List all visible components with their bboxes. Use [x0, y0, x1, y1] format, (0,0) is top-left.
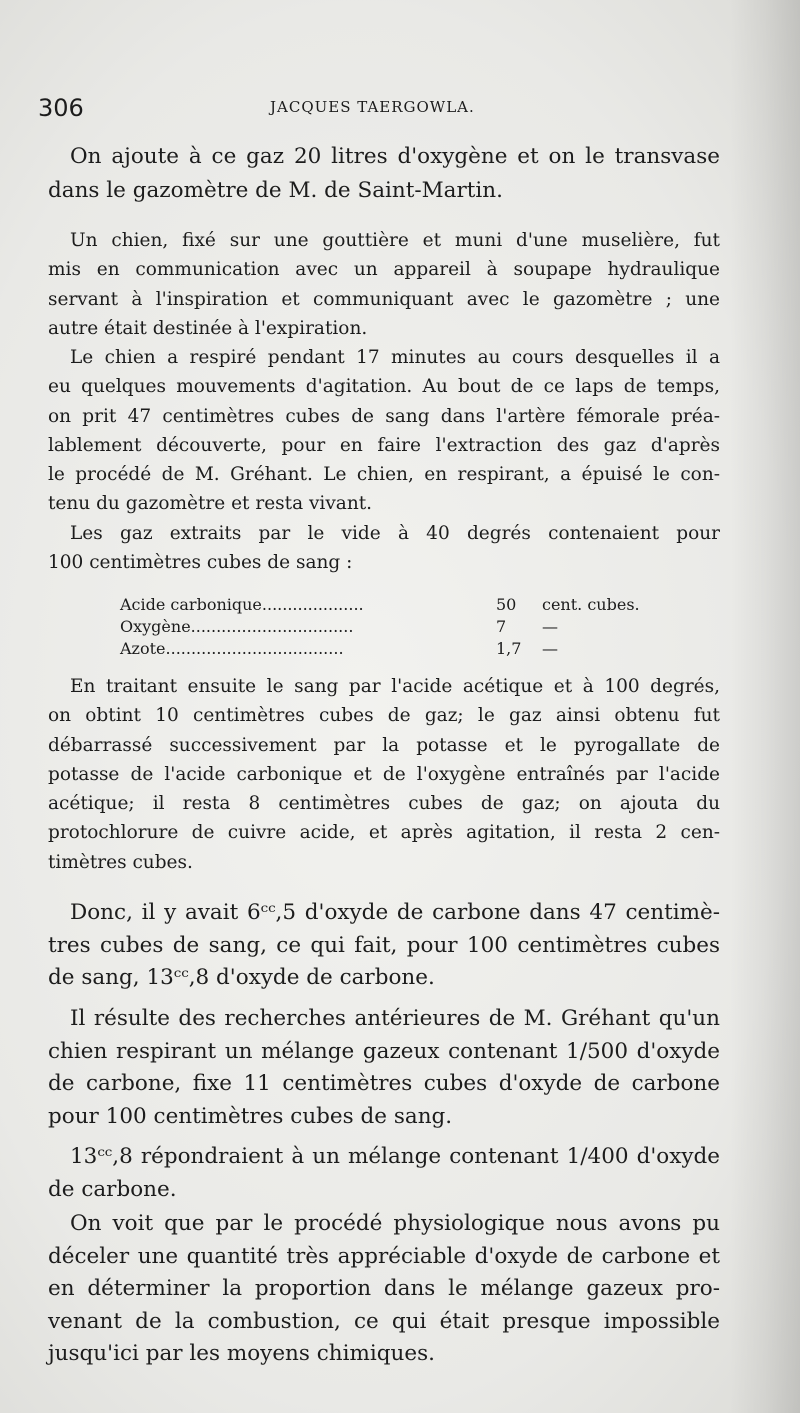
- table-row: [120, 616, 660, 638]
- table-row: [120, 594, 660, 616]
- gas-composition-table: [120, 594, 660, 660]
- text-line: protochlorure de cuivre acide, et après agitation, il resta 2 cen-: [48, 822, 720, 844]
- text-line: On ajoute à ce gaz 20 litres d'oxygène et on le transvase: [70, 144, 720, 169]
- gas-value: 7: [496, 617, 507, 636]
- gas-name: Oxygène................................: [120, 617, 354, 636]
- text-line: tenu du gazomètre et resta vivant.: [48, 493, 373, 515]
- gas-name: Azote...................................: [120, 639, 344, 658]
- text-line: de carbone, fixe 11 centimètres cubes d'oxyde de carbone: [48, 1071, 720, 1096]
- text-line: Donc, il y avait 6ᶜᶜ,5 d'oxyde de carbone dans 47 centimè-: [70, 900, 720, 925]
- paragraph-3: [48, 343, 720, 519]
- gas-value: 50: [496, 595, 517, 614]
- text-line: le procédé de M. Gréhant. Le chien, en respirant, a épuisé le con-: [48, 464, 720, 486]
- paragraph-9: [48, 1208, 720, 1371]
- text-line: servant à l'inspiration et communiquant avec le gazomètre ; une: [48, 288, 720, 310]
- text-line: lablement découverte, pour en faire l'extraction des gaz d'après: [48, 434, 720, 456]
- table-row: [120, 638, 660, 660]
- paragraph-7: [48, 1003, 720, 1133]
- paragraph-1: [48, 140, 720, 208]
- paragraph-5: [48, 672, 720, 877]
- paragraph-4: [48, 519, 720, 578]
- text-line: dans le gazomètre de M. de Saint-Martin.: [48, 178, 503, 203]
- text-line: 13ᶜᶜ,8 répondraient à un mélange contenant 1/400 d'oxyde: [70, 1144, 720, 1169]
- text-line: acétique; il resta 8 centimètres cubes de gaz; on ajouta du: [48, 793, 720, 815]
- text-line: En traitant ensuite le sang par l'acide acétique et à 100 degrés,: [70, 676, 720, 697]
- text-line: timètres cubes.: [48, 851, 193, 873]
- text-line: Les gaz extraits par le vide à 40 degrés contenaient pour: [70, 523, 720, 544]
- gas-value: 1,7: [496, 639, 522, 658]
- text-line: venant de la combustion, ce qui était presque impossible: [48, 1308, 720, 1334]
- text-line: on obtint 10 centimètres cubes de gaz; le gaz ainsi obtenu fut: [48, 705, 720, 727]
- text-line: Il résulte des recherches antérieures de M. Gréhant qu'un: [70, 1006, 720, 1031]
- gas-unit: —: [542, 617, 558, 636]
- text-line: autre était destinée à l'expiration.: [48, 317, 368, 339]
- paragraph-8: [48, 1141, 720, 1206]
- text-line: en déterminer la proportion dans le mélange gazeux pro-: [48, 1276, 720, 1301]
- page-number: 306: [38, 94, 84, 122]
- text-line: pour 100 centimètres cubes de sang.: [48, 1103, 453, 1129]
- text-line: déceler une quantité très appréciable d'oxyde de carbone et: [48, 1243, 720, 1269]
- paragraph-2: [48, 226, 720, 343]
- running-head: JACQUES TAERGOWLA.: [270, 98, 475, 116]
- text-line: de carbone.: [48, 1176, 177, 1202]
- text-line: mis en communication avec un appareil à soupape hydraulique: [48, 259, 720, 281]
- gas-name: Acide carbonique....................: [120, 595, 364, 614]
- text-line: Le chien a respiré pendant 17 minutes au cours desquelles il a: [70, 347, 720, 368]
- text-line: 100 centimètres cubes de sang :: [48, 552, 353, 574]
- text-line: de sang, 13ᶜᶜ,8 d'oxyde de carbone.: [48, 965, 435, 990]
- text-line: eu quelques mouvements d'agitation. Au bout de ce laps de temps,: [48, 376, 720, 398]
- text-line: débarrassé successivement par la potasse et le pyrogallate de: [48, 734, 720, 756]
- text-line: On voit que par le procédé physiologique nous avons pu: [70, 1211, 720, 1236]
- text-line: Un chien, fixé sur une gouttière et muni d'une muselière, fut: [70, 230, 720, 251]
- text-line: tres cubes de sang, ce qui fait, pour 100 centimètres cubes: [48, 932, 720, 958]
- paragraph-6: [48, 897, 720, 995]
- page-header: [38, 94, 720, 126]
- text-line: potasse de l'acide carbonique et de l'oxygène entraînés par l'acide: [48, 763, 720, 785]
- text-line: on prit 47 centimètres cubes de sang dans l'artère fémorale préa-: [48, 405, 720, 427]
- binding-shadow: [730, 0, 800, 1413]
- gas-unit: cent. cubes.: [542, 595, 640, 614]
- text-line: chien respirant un mélange gazeux contenant 1/500 d'oxyde: [48, 1038, 720, 1064]
- text-line: jusqu'ici par les moyens chimiques.: [48, 1341, 435, 1366]
- gas-unit: —: [542, 639, 558, 658]
